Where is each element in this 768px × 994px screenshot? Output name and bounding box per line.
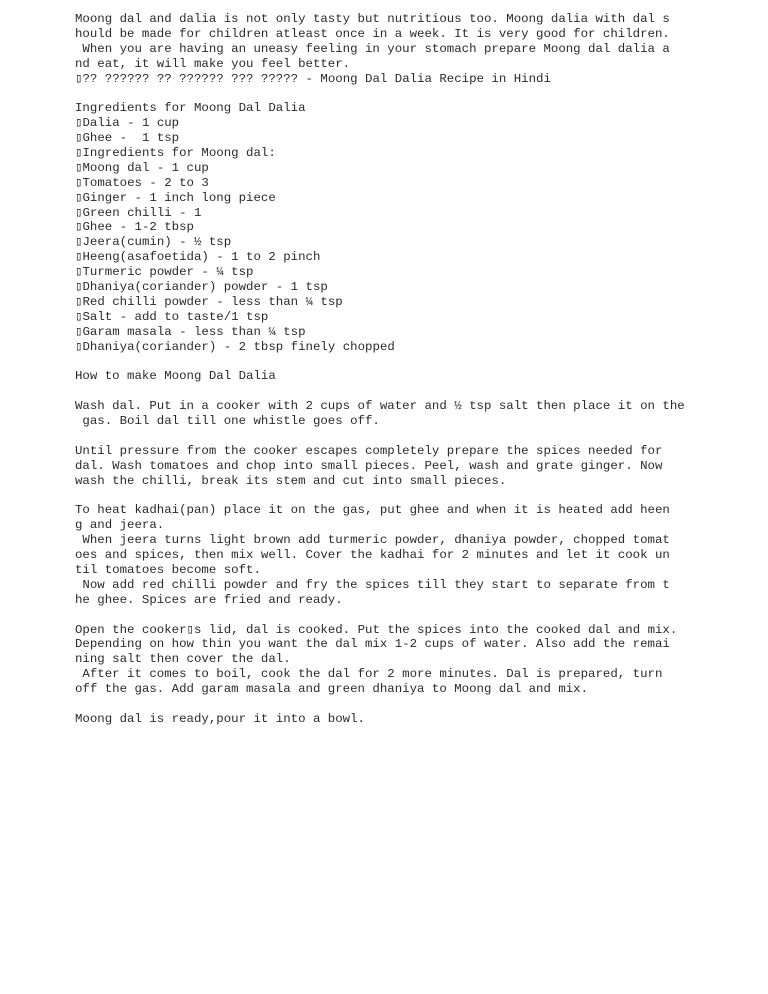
ingredient-item: ▯Tomatoes - 2 to 3 — [75, 175, 209, 190]
ingredient-item: ▯Heeng(asafoetida) - 1 to 2 pinch — [75, 250, 321, 265]
intro-paragraph — [75, 12, 755, 86]
ingredient-item: ▯Moong dal - 1 cup — [75, 160, 209, 175]
ingredient-item: ▯Red chilli powder - less than ¼ tsp — [75, 294, 343, 309]
recipe-document — [75, 12, 755, 727]
step-line: gas. Boil dal till one whistle goes off. — [75, 414, 380, 429]
recipe-title-line: ▯?? ?????? ?? ?????? ??? ????? - Moong Dal Dalia Recipe in Hindi — [75, 71, 551, 86]
ingredient-item: ▯Green chilli - 1 — [75, 205, 202, 220]
step-line: Until pressure from the cooker escapes completely prepare the spices needed for — [75, 443, 663, 458]
ingredient-item: ▯Dhaniya(coriander) powder - 1 tsp — [75, 280, 328, 295]
ingredient-item: ▯Dalia - 1 cup — [75, 116, 180, 131]
ingredient-item: ▯Ginger - 1 inch long piece — [75, 190, 276, 205]
intro-line: When you are having an uneasy feeling in your stomach prepare Moong dal dalia a — [75, 41, 670, 56]
ingredient-item: ▯Salt - add to taste/1 tsp — [75, 309, 269, 324]
step-line: til tomatoes become soft. — [75, 562, 261, 577]
step-line: g and jeera. — [75, 518, 165, 533]
intro-line: hould be made for children atleast once in a week. It is very good for children. — [75, 26, 670, 41]
step-line: Moong dal is ready,pour it into a bowl. — [75, 711, 365, 726]
step-line: ning salt then cover the dal. — [75, 652, 291, 667]
blank-line — [75, 608, 755, 623]
ingredient-item: ▯Garam masala - less than ¼ tsp — [75, 324, 306, 339]
step-line: Wash dal. Put in a cooker with 2 cups of water and ½ tsp salt then place it on the — [75, 399, 685, 414]
step-line: Open the cooker▯s lid, dal is cooked. Put the spices into the cooked dal and mix. — [75, 622, 678, 637]
step-line: When jeera turns light brown add turmeric powder, dhaniya powder, chopped tomat — [75, 533, 670, 548]
step-line: After it comes to boil, cook the dal for 2 more minutes. Dal is prepared, turn — [75, 667, 663, 682]
blank-line — [75, 384, 755, 399]
intro-line: nd eat, it will make you feel better. — [75, 56, 351, 71]
step-line: off the gas. Add garam masala and green dhaniya to Moong dal and mix. — [75, 682, 589, 697]
step-paragraph — [75, 712, 755, 727]
ingredient-item: ▯Turmeric powder - ¼ tsp — [75, 265, 254, 280]
step-line: he ghee. Spices are fried and ready. — [75, 592, 343, 607]
blank-line — [75, 697, 755, 712]
blank-line — [75, 86, 755, 101]
ingredients-heading: Ingredients for Moong Dal Dalia — [75, 101, 306, 116]
ingredient-item: ▯Ghee - 1 tsp — [75, 131, 180, 146]
ingredients-list — [75, 116, 755, 354]
step-paragraph — [75, 399, 755, 429]
step-paragraph — [75, 503, 755, 607]
step-line: oes and spices, then mix well. Cover the kadhai for 2 minutes and let it cook un — [75, 548, 670, 563]
step-line: Depending on how thin you want the dal mix 1-2 cups of water. Also add the remai — [75, 637, 670, 652]
step-line: Now add red chilli powder and fry the spices till they start to separate from t — [75, 577, 670, 592]
blank-line — [75, 429, 755, 444]
ingredient-item: ▯Jeera(cumin) - ½ tsp — [75, 235, 232, 250]
step-line: dal. Wash tomatoes and chop into small pieces. Peel, wash and grate ginger. Now — [75, 458, 663, 473]
step-line: To heat kadhai(pan) place it on the gas, put ghee and when it is heated add heen — [75, 503, 670, 518]
step-paragraph — [75, 623, 755, 697]
blank-line — [75, 489, 755, 504]
ingredient-item: ▯Dhaniya(coriander) - 2 tbsp finely chopped — [75, 339, 395, 354]
ingredient-item: ▯Ghee - 1-2 tbsp — [75, 220, 194, 235]
blank-line — [75, 354, 755, 369]
step-paragraph — [75, 444, 755, 489]
intro-line: Moong dal and dalia is not only tasty but nutritious too. Moong dalia with dal s — [75, 12, 670, 26]
method-heading: How to make Moong Dal Dalia — [75, 369, 276, 384]
ingredient-item: ▯Ingredients for Moong dal: — [75, 146, 276, 161]
step-line: wash the chilli, break its stem and cut into small pieces. — [75, 473, 507, 488]
